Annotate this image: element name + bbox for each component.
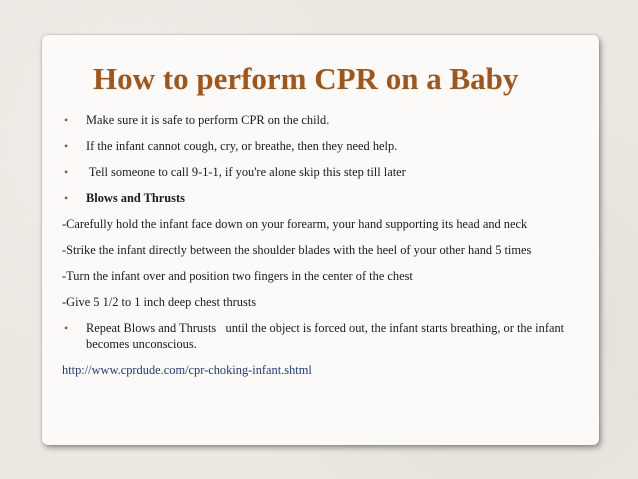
list-item <box>62 112 596 128</box>
step-text: -Give 5 1/2 to 1 inch deep chest thrusts <box>62 295 257 309</box>
slide-title: How to perform CPR on a Baby <box>93 61 519 96</box>
bullet-icon: • <box>64 113 69 127</box>
list-item-text: If the infant cannot cough, cry, or breathe, then they need help. <box>86 139 398 153</box>
bullet-icon: • <box>64 321 69 335</box>
step-text: -Carefully hold the infant face down on your forearm, your hand supporting its head and neck <box>62 217 528 231</box>
list-item-text: Repeat Blows and Thrusts until the object is forced out, the infant starts breathing, or the infant becomes unconscious. <box>86 321 568 351</box>
list-item <box>62 164 596 180</box>
source-row <box>62 362 596 378</box>
step-item <box>62 294 596 310</box>
step-item <box>62 268 596 284</box>
bullet-icon: • <box>64 165 69 179</box>
step-item <box>62 242 596 258</box>
step-item <box>62 216 596 232</box>
list-item-heading <box>62 190 596 206</box>
list-item <box>62 320 596 352</box>
list-item <box>62 138 596 154</box>
slide-content <box>62 112 596 388</box>
source-link[interactable]: http://www.cprdude.com/cpr-choking-infant.shtml <box>62 363 312 377</box>
step-text: -Turn the infant over and position two fingers in the center of the chest <box>62 269 413 283</box>
list-item-text: Make sure it is safe to perform CPR on the child. <box>86 113 330 127</box>
list-item-text: Tell someone to call 9-1-1, if you're alone skip this step till later <box>86 165 406 179</box>
list-item-text: Blows and Thrusts <box>86 191 185 205</box>
bullet-icon: • <box>64 191 69 205</box>
step-text: -Strike the infant directly between the shoulder blades with the heel of your other hand 5 times <box>62 243 532 257</box>
bullet-icon: • <box>64 139 69 153</box>
